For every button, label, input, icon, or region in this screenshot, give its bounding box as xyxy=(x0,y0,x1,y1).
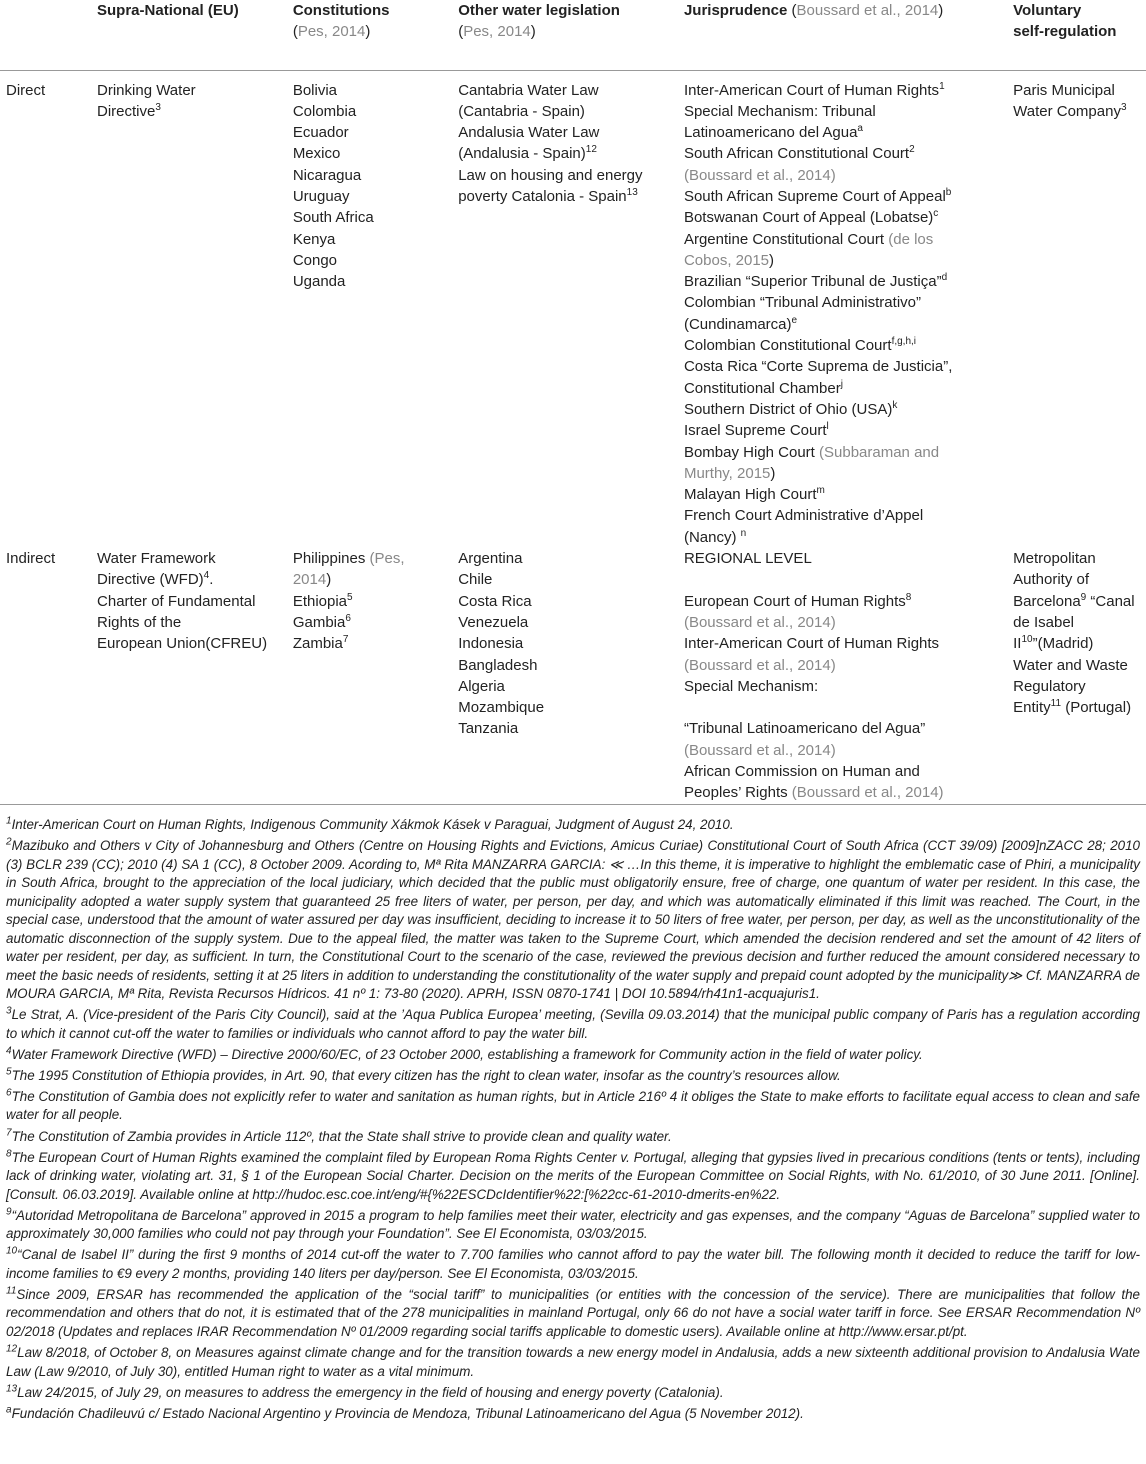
jurisprudence-item xyxy=(684,80,1005,101)
indirect-voluntary-cell xyxy=(1013,548,1146,804)
jurisprudence-item-text: Inter-American Court of Human Rights xyxy=(683,635,940,653)
footnote-mark: 7 xyxy=(6,1127,12,1139)
footnote xyxy=(6,1149,1140,1205)
jurisprudence-item-text: European Court of Human Rights xyxy=(683,592,906,610)
voluntary-item xyxy=(1013,591,1146,612)
jurisprudence-item xyxy=(684,207,1005,228)
legislation-item xyxy=(458,101,684,122)
jurisprudence-item xyxy=(684,292,1005,313)
jurisprudence-item-citation: Murthy, 2015 xyxy=(683,464,771,482)
constitution-item-footnote-mark: 6 xyxy=(345,612,351,624)
voluntary-item-text: Water and Waste xyxy=(1013,656,1128,674)
jurisprudence-item-text: Malayan High Court xyxy=(683,486,817,504)
voluntary-item-tail: (Portugal) xyxy=(1061,699,1132,717)
footnote-mark: 3 xyxy=(6,1005,12,1017)
jurisprudence-item xyxy=(684,165,1005,186)
header-voluntary: Voluntary self-regulation xyxy=(1013,2,1117,41)
header-other-legislation: Other water legislation (Pes, 2014) xyxy=(458,2,620,41)
jurisprudence-item-citation: (Subbaraman and xyxy=(819,443,940,461)
voluntary-item-footnote-mark: 10 xyxy=(1021,634,1033,646)
eu-item-text: Directive (WFD) xyxy=(97,571,204,589)
footnote-mark: 9 xyxy=(6,1206,12,1218)
jurisprudence-item-text: Constitutional Chamber xyxy=(683,379,841,397)
footnote xyxy=(6,1067,1140,1086)
jurisprudence-item xyxy=(684,505,1005,526)
jurisprudence-item xyxy=(684,314,1005,335)
footnote xyxy=(6,1246,1140,1283)
jurisprudence-item-text: South African Supreme Court of Appeal xyxy=(683,187,946,205)
jurisprudence-item xyxy=(684,761,1005,782)
jurisprudence-item-footnote-mark: 8 xyxy=(905,591,912,603)
header-other-cite: Pes, 2014 xyxy=(463,23,531,41)
direct-constitutions-cell xyxy=(293,70,458,548)
footnote-text: Fundación Chadileuvú c/ Estado Nacional Argentino y Provincia de Mendoza, Tribunal Latinoamericano del Agua (5 November 2012). xyxy=(11,1405,804,1421)
voluntary-item-text: Authority of xyxy=(1013,571,1089,589)
voluntary-item xyxy=(1013,569,1146,590)
constitution-item-citation: (Pes, xyxy=(369,550,405,568)
footnote-text: Law 24/2015, of July 29, on measures to address the emergency in the field of housing and energy poverty (Catalonia). xyxy=(17,1384,724,1400)
jurisprudence-item xyxy=(684,548,1005,569)
footnote-mark: 11 xyxy=(6,1285,17,1297)
jurisprudence-item-text: Costa Rica “Corte Suprema de Justicia”, xyxy=(683,358,953,376)
legislation-item-footnote-mark: 12 xyxy=(585,144,597,156)
voluntary-item-text: de Isabel xyxy=(1013,613,1075,631)
constitution-item: Colombia xyxy=(292,102,357,120)
footnote xyxy=(6,1405,1140,1424)
jurisprudence-item-text: Israel Supreme Court xyxy=(683,422,827,440)
eu-item xyxy=(97,633,293,654)
footnote xyxy=(6,1384,1140,1403)
jurisprudence-item-citation: (Boussard et al., 2014) xyxy=(683,613,836,631)
footnote-text: “Canal de Isabel II” during the first 9 months of 2014 cut-off the water to 7.700 families who cannot afford to pay the water bill. The following month it decided to reduce the tariff for low-income families to €9 every 2 months, providing 140 liters per day/person. See El Economista, 03/03/2015. xyxy=(6,1247,1140,1281)
constitution-item xyxy=(293,612,458,633)
jurisprudence-item-footnote-mark: b xyxy=(945,186,952,198)
jurisprudence-item xyxy=(684,378,1005,399)
jurisprudence-item xyxy=(684,356,1005,377)
row-label-indirect: Indirect xyxy=(6,550,56,568)
constitution-item: Uganda xyxy=(292,273,346,291)
jurisprudence-item-footnote-mark: k xyxy=(892,399,898,411)
jurisprudence-item-footnote-mark: m xyxy=(816,485,825,497)
footnote xyxy=(6,1286,1140,1342)
jurisprudence-item-footnote-mark: a xyxy=(857,123,863,135)
voluntary-item xyxy=(1013,676,1146,697)
jurisprudence-item-footnote-mark: 1 xyxy=(939,80,945,92)
constitution-item-footnote-mark: 7 xyxy=(342,634,349,646)
constitution-item: Mexico xyxy=(292,145,341,163)
footnote-text: Water Framework Directive (WFD) – Directive 2000/60/EC, of 23 October 2000, establishing a framework for Community action in the field of water policy. xyxy=(11,1046,923,1062)
jurisprudence-item-text: Argentine Constitutional Court xyxy=(683,230,889,248)
jurisprudence-item xyxy=(684,676,1005,697)
jurisprudence-item xyxy=(684,484,1005,505)
jurisprudence-item-text: French Court Administrative d’Appel xyxy=(683,507,924,525)
legislation-item: Venezuela xyxy=(458,613,529,631)
header-constitutions-cite: Pes, 2014 xyxy=(297,23,366,41)
header-constitutions: Constitutions (Pes, 2014) xyxy=(292,2,390,41)
legislation-item: Argentina xyxy=(458,550,523,568)
legislation-item: Chile xyxy=(458,571,493,589)
jurisprudence-item-text: Southern District of Ohio (USA) xyxy=(683,400,893,418)
footnote-text: Le Strat, A. (Vice-president of the Paris City Council), said at the ’Aqua Publica Europea’ meeting, (Sevilla 09.03.2014) that the municipal public company of Paris has a regulation according to which it cannot cut-off the water to families or individuals who cannot afford to pay the water bill. xyxy=(6,1007,1140,1041)
jurisprudence-item-footnote-mark: e xyxy=(791,314,798,326)
jurisprudence-item-text: Bombay High Court xyxy=(683,443,820,461)
footnote-text: The European Court of Human Rights examined the complaint filed by European Roma Rights Center v. Portugal, alleging that gypsies lived in precarious conditions (tents or tents), including lack of drinking water, violating art. 31, § 1 of the European Social Charter. Decision on the merits of the European Committee on Social Rights, with No. 61/2010, of 30 June 2011. [Online]. [Consult. 06.03.2019]. Available online at http://hudoc.esc.coe.int/eng/#{%22ESCDcIdentifier%22:[%22cc-61-2010-dmerits-en%22. xyxy=(6,1149,1140,1202)
footnote xyxy=(6,1006,1140,1043)
voluntary-item xyxy=(1013,655,1146,676)
jurisprudence-item-text: Brazilian “Superior Tribunal de Justiça” xyxy=(683,273,942,291)
footnote-text: Mazibuko and Others v City of Johannesburg and Others (Centre on Housing Rights and Evictions, Amicus Curiae) Constitutional Court of South Africa (CCT 39/09) [2009]nZACC 28; 2010 (3) BCLR 239 (CC); 2010 (4) SA 1 (CC), 8 October 2009. Acording to, Mª Rita MANZARRA GARCIA: ≪ …In this theme, it is imperative to highlight the emblematic case of Phiri, a municipality in South Africa, brought to the appreciation of the local judiciary, which decided that the public must obligatorily ensure, free of charge, one quantum of water per resident. In this case, the municipality adopted a water supply system that guaranteed 25 free liters of water, per person, per day, and which was automatically eliminated if this limit was reached. The Court, in the special case, understood that the amount of water assured per day was insufficient, deciding to increase it to 50 liters of free water, per person, per day, as well as the unconstitutionality of the automatic disconnection of the supply system. Due to the appeal filed, the matter was taken to the Supreme Court, which amended the decision rendered and set the amount of 42 liters of water per resident, per day, as sufficient. In turn, the Constitutional Court to the scenario of the case, reviewed the previous decision and further reduced the amount considered necessary to meet the basic needs of residents, setting it at 25 liters in addition to understanding the constitutionality of the water supply and prepaid count adopted by the municipality≫ Cf. MANZARRA de MOURA GARCIA, Mª Rita, Revista Recursos Hídricos. 41 nº 1: 73-80 (2020). APRH, ISSN 0870-1741 | DOI 10.5894/rh41n1-acquajuris1. xyxy=(6,838,1140,1002)
jurisprudence-item xyxy=(684,420,1005,441)
constitution-item: Nicaragua xyxy=(292,166,362,184)
header-jurisprudence: Jurisprudence (Boussard et al., 2014) xyxy=(683,2,944,19)
jurisprudence-item xyxy=(684,229,1005,250)
jurisprudence-item-text: Latinoamericano del Agua xyxy=(683,124,858,142)
legislation-item xyxy=(458,143,684,164)
jurisprudence-item-footnote-mark: c xyxy=(933,208,939,220)
jurisprudence-item xyxy=(684,442,1005,463)
voluntary-item-text: Metropolitan xyxy=(1013,550,1096,568)
legislation-item: Mozambique xyxy=(458,699,545,717)
constitution-item xyxy=(293,548,458,569)
legislation-item-text: Andalusia Water Law xyxy=(458,124,600,142)
constitution-item-citation: 2014 xyxy=(292,571,327,589)
table-row-direct xyxy=(0,70,1146,548)
voluntary-item xyxy=(1013,633,1146,654)
jurisprudence-item-text: Botswanan Court of Appeal (Lobatse) xyxy=(683,209,934,227)
constitution-item-tail: ) xyxy=(326,571,332,589)
jurisprudence-item xyxy=(684,527,1005,548)
jurisprudence-item-text: Special Mechanism: Tribunal xyxy=(683,102,876,120)
eu-item xyxy=(97,548,293,569)
voluntary-item-tail: ”(Madrid) xyxy=(1032,635,1094,653)
legislation-item: Indonesia xyxy=(458,635,524,653)
legislation-item: Bangladesh xyxy=(458,656,538,674)
voluntary-item-tail: “Canal xyxy=(1086,592,1135,610)
footnote xyxy=(6,1046,1140,1065)
jurisprudence-item-text: Inter-American Court of Human Rights xyxy=(683,81,940,99)
jurisprudence-item-text: South African Constitutional Court xyxy=(683,145,910,163)
jurisprudence-item-footnote-mark: 2 xyxy=(909,144,915,156)
footnote-text: Since 2009, ERSAR has recommended the application of the “social tariff” to municipalities (or entities with the concession of the service). There are municipalities that follow the recommendation and others that do not, it is estimated that of the 278 municipalities in mainland Portugal, only 66 do not have a social water tariff in force. See ERSAR Recommendation Nº 02/2018 (Updates and replaces IRAR Recommendation Nº 01/2009 regarding social tariffs applicable to domestic users). Available online at http://www.ersar.pt/pt. xyxy=(6,1286,1140,1339)
direct-other-cell xyxy=(458,70,684,548)
footnote-mark: 4 xyxy=(6,1045,12,1057)
jurisprudence-item-tail: ) xyxy=(769,251,775,269)
jurisprudence-item-text: Colombian “Tribunal Administrativo” xyxy=(683,294,921,312)
footnote-mark: 1 xyxy=(6,815,12,827)
voluntary-item xyxy=(1013,548,1146,569)
footnote-mark: 5 xyxy=(6,1066,12,1078)
legislation-item-text: (Cantabria - Spain) xyxy=(458,102,585,120)
jurisprudence-item-footnote-mark: j xyxy=(840,378,843,390)
indirect-other-cell xyxy=(458,548,684,804)
jurisprudence-item xyxy=(684,591,1005,612)
voluntary-item-text: II xyxy=(1013,635,1022,653)
jurisprudence-item-tail: ) xyxy=(770,464,776,482)
footnote xyxy=(6,1128,1140,1147)
direct-jurisprudence-cell xyxy=(684,70,1013,548)
voluntary-item xyxy=(1013,612,1146,633)
jurisprudence-item-citation: (Boussard et al., 2014) xyxy=(683,741,836,759)
row-label-direct: Direct xyxy=(6,81,46,99)
eu-item-text: Charter of Fundamental xyxy=(97,592,256,610)
legislation-item-footnote-mark: 13 xyxy=(626,186,638,198)
jurisprudence-item xyxy=(684,186,1005,207)
eu-item-tail: . xyxy=(209,571,214,589)
jurisprudence-item-footnote-mark: d xyxy=(941,272,948,284)
constitution-item xyxy=(293,591,458,612)
eu-item xyxy=(97,569,293,590)
constitution-item: South Africa xyxy=(292,209,374,227)
header-jurisprudence-cite: Boussard et al., 2014 xyxy=(796,2,939,19)
footnote xyxy=(6,1344,1140,1381)
jurisprudence-item xyxy=(684,633,1005,654)
footnotes xyxy=(6,816,1140,1426)
jurisprudence-item xyxy=(684,101,1005,122)
jurisprudence-item xyxy=(684,697,1005,718)
jurisprudence-item xyxy=(684,335,1005,356)
legislation-item xyxy=(458,122,684,143)
footnote xyxy=(6,1088,1140,1125)
legislation-item xyxy=(458,186,684,207)
voluntary-item-text: Barcelona xyxy=(1013,592,1081,610)
footnote xyxy=(6,1207,1140,1244)
legislation-item-text: Law on housing and energy xyxy=(458,166,643,184)
jurisprudence-item xyxy=(684,250,1005,271)
footnote-mark: 8 xyxy=(6,1148,12,1160)
jurisprudence-item-text: (Cundinamarca) xyxy=(683,315,792,333)
header-empty xyxy=(0,0,97,70)
indirect-constitutions-cell xyxy=(293,548,458,804)
legislation-item xyxy=(458,80,684,101)
footnote-text: The Constitution of Zambia provides in Article 112º, that the State shall strive to provide clean and quality water. xyxy=(11,1128,672,1144)
legislation-item: Costa Rica xyxy=(458,592,532,610)
footnote-mark: 2 xyxy=(6,836,12,848)
table-header-row xyxy=(0,0,1146,70)
constitution-item: Kenya xyxy=(292,230,336,248)
legislation-item-text: (Andalusia - Spain) xyxy=(458,145,586,163)
footnote xyxy=(6,816,1140,835)
jurisprudence-item-citation: (Boussard et al., 2014) xyxy=(683,166,836,184)
voluntary-item-footnote-mark: 11 xyxy=(1050,698,1062,710)
jurisprudence-item xyxy=(684,271,1005,292)
voluntary-item-text: Regulatory xyxy=(1013,677,1086,695)
jurisprudence-item-footnote-mark: n xyxy=(740,527,747,539)
jurisprudence-item-citation: (de los xyxy=(888,230,934,248)
constitution-item xyxy=(293,633,458,654)
jurisprudence-item-citation: (Boussard et al., 2014) xyxy=(791,784,944,802)
legislation-item-text: Cantabria Water Law xyxy=(458,81,599,99)
eu-item-text: Rights of the xyxy=(97,613,182,631)
jurisprudence-item xyxy=(684,718,1005,739)
jurisprudence-item xyxy=(684,399,1005,420)
footnote-mark: 12 xyxy=(6,1343,18,1355)
jurisprudence-item-text: Peoples’ Rights xyxy=(683,784,792,802)
constitution-item: Congo xyxy=(292,251,338,269)
footnote-text: The 1995 Constitution of Ethiopia provides, in Art. 90, that every citizen has the right to clean water, insofar as the country’s resources allow. xyxy=(11,1067,841,1083)
jurisprudence-item-text: “Tribunal Latinoamericano del Agua” xyxy=(683,720,926,738)
voluntary-item xyxy=(1013,697,1146,718)
jurisprudence-item xyxy=(684,740,1005,761)
table-bottom-rule xyxy=(0,804,1146,805)
footnote-mark: 6 xyxy=(6,1087,12,1099)
constitution-item: Bolivia xyxy=(292,81,337,99)
jurisprudence-item xyxy=(684,122,1005,143)
jurisprudence-item xyxy=(684,569,1005,590)
constitution-item-text: Ethiopia xyxy=(292,592,348,610)
eu-item xyxy=(97,591,293,612)
legislation-item xyxy=(458,165,684,186)
jurisprudence-item xyxy=(684,463,1005,484)
footnote-text: “Autoridad Metropolitana de Barcelona” approved in 2015 a program to help families meet their water, electricity and gas expenses, and the company “Aguas de Barcelona” supplied water to approximately 30,000 families who could not pay through your Foundation”. See El Economista, 03/03/2015. xyxy=(6,1207,1140,1242)
constitution-item-text: Gambia xyxy=(292,613,346,631)
jurisprudence-item-text: African Commission on Human and xyxy=(683,763,920,780)
jurisprudence-item xyxy=(684,655,1005,676)
constitution-item: Uruguay xyxy=(292,187,350,205)
constitution-item-text: Zambia xyxy=(292,635,343,653)
jurisprudence-item-footnote-mark: f,g,h,i xyxy=(891,336,917,348)
eu-item-text: European Union(CFREU) xyxy=(97,635,268,653)
legislation-item-text: poverty Catalonia - Spain xyxy=(458,187,627,205)
voluntary-item-footnote-mark: 9 xyxy=(1080,591,1087,603)
jurisprudence-item xyxy=(684,782,1005,803)
jurisprudence-item-text: (Nancy) xyxy=(683,528,741,546)
constitution-item-text: Philippines xyxy=(292,550,370,568)
legislation-item: Tanzania xyxy=(458,720,519,738)
constitution-item-footnote-mark: 5 xyxy=(347,591,353,603)
footnote-text: Law 8/2018, of October 8, on Measures against climate change and for the transition towards a new energy model in Andalusia, adds a new sixteenth additional provision to Andalusia Wate Law (Law 9/2010, of July 30), entitled Human right to water as a vital minimum. xyxy=(6,1345,1140,1379)
legislation-item: Algeria xyxy=(458,677,505,695)
footnote-text: Inter-American Court on Human Rights, Indigenous Community Xákmok Kásek v Paraguai, Judgment of August 24, 2010. xyxy=(11,817,734,832)
direct-eu-cell: Drinking Water Directive$^3$ xyxy=(97,81,196,120)
jurisprudence-item-footnote-mark: l xyxy=(826,421,829,433)
jurisprudence-item xyxy=(684,143,1005,164)
jurisprudence-item xyxy=(684,612,1005,633)
jurisprudence-item-citation: (Boussard et al., 2014) xyxy=(683,656,836,674)
eu-item-footnote-mark: 4 xyxy=(203,570,210,582)
footnote-mark: a xyxy=(6,1404,12,1416)
eu-item-text: Water Framework xyxy=(97,550,216,568)
footnote-mark: 13 xyxy=(6,1383,18,1395)
jurisprudence-item-citation: Cobos, 2015 xyxy=(683,251,770,269)
voluntary-item-text: Entity xyxy=(1013,699,1051,717)
indirect-eu-cell xyxy=(97,548,293,804)
constitution-item xyxy=(293,569,458,590)
constitution-item: Ecuador xyxy=(292,124,349,142)
header-eu: Supra-National (EU) xyxy=(97,2,239,19)
jurisprudence-item-text: REGIONAL LEVEL xyxy=(683,550,812,568)
indirect-jurisprudence-cell xyxy=(684,548,1013,804)
footnote-text: The Constitution of Gambia does not explicitly refer to water and sanitation as human rights, but in Article 216º 4 it obliges the State to make efforts to facilitate equal access to clean and safe water for all people. xyxy=(6,1088,1140,1123)
eu-item xyxy=(97,612,293,633)
direct-voluntary-cell: Paris Municipal Water Company$^3$ xyxy=(1013,81,1127,120)
footnote xyxy=(6,837,1140,1004)
jurisprudence-item-text: Colombian Constitutional Court xyxy=(683,337,892,355)
jurisprudence-item-text: Special Mechanism: xyxy=(683,677,819,695)
table-row-indirect xyxy=(0,548,1146,804)
footnote-mark: 10 xyxy=(6,1245,18,1257)
